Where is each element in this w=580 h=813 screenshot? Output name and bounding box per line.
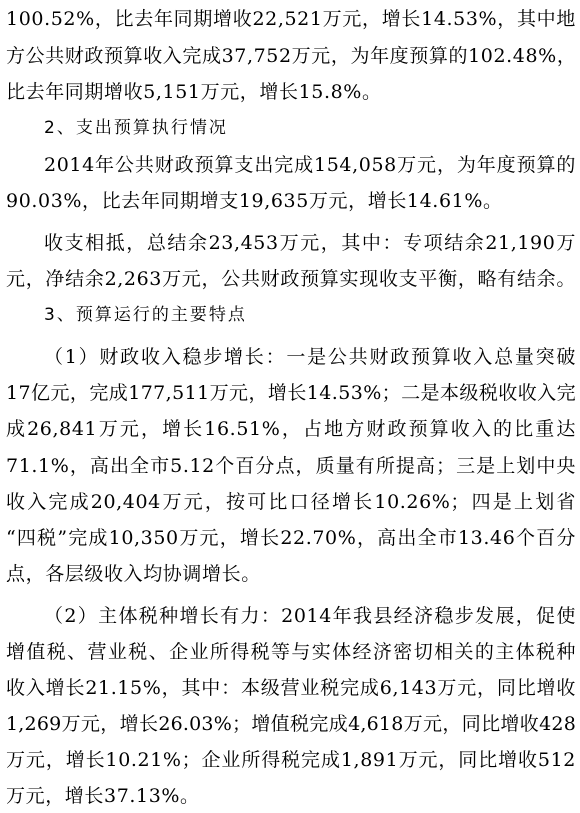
section-heading: 3、预算运行的主要特点	[44, 305, 247, 325]
text-line: 1,269万元，增长26.03%；增值税完成4,618万元，同比增收428	[6, 713, 576, 735]
text-line: 万元，增长10.21%；企业所得税完成1,891万元，同比增收512	[6, 749, 576, 771]
text-line: 万元，增长37.13%。	[6, 785, 200, 807]
text-line: 2014年公共财政预算支出完成154,058万元，为年度预算的	[44, 154, 576, 176]
section-heading: 2、支出预算执行情况	[44, 118, 228, 138]
text-line: 方公共财政预算收入完成37,752万元，为年度预算的102.48%，	[6, 45, 577, 67]
text-line: 100.52%，比去年同期增收22,521万元，增长14.53%，其中地	[6, 8, 576, 30]
text-line: “四税”完成10,350万元，增长22.70%，高出全市13.46个百分	[6, 527, 576, 549]
text-line: 收入增长21.15%，其中：本级营业税完成6,143万元，同比增收	[6, 677, 576, 699]
text-line: 点，各层级收入均协调增长。	[6, 563, 261, 585]
text-line: 成26,841万元，增长16.51%，占地方财政预算收入的比重达	[6, 418, 576, 440]
text-line: 增值税、营业税、企业所得税等与实体经济密切相关的主体税种	[6, 641, 576, 663]
text-line: 收入完成20,404万元，按可比口径增长10.26%；四是上划省	[6, 491, 576, 513]
text-line: 比去年同期增收5,151万元，增长15.8%。	[6, 81, 382, 103]
text-line: （2）主体税种增长有力：2014年我县经济稳步发展，促使	[44, 605, 576, 627]
text-line: 90.03%，比去年同期增支19,635万元，增长14.61%。	[6, 190, 503, 212]
text-line: 71.1%，高出全市5.12个百分点，质量有所提高；三是上划中央	[6, 455, 576, 477]
text-line: 元，净结余2,263万元，公共财政预算实现收支平衡，略有结余。	[6, 268, 576, 290]
text-line: 17亿元，完成177,511万元，增长14.53%；二是本级税收收入完	[6, 382, 576, 404]
text-line: （1）财政收入稳步增长：一是公共财政预算收入总量突破	[44, 346, 576, 368]
text-line: 收支相抵，总结余23,453万元，其中：专项结余21,190万	[44, 232, 576, 254]
